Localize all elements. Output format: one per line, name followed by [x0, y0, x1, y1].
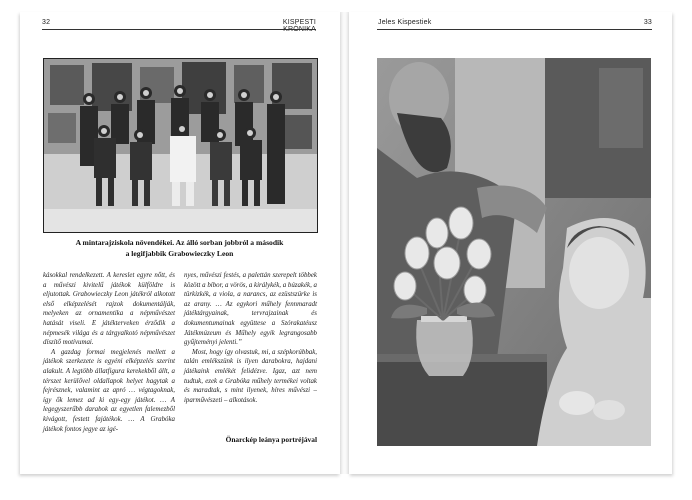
text-column-2 — [184, 271, 317, 405]
section-heading: Önarckép leánya portréjával — [225, 435, 317, 444]
photo-caption — [43, 237, 316, 259]
left-running-head: KISPESTI KRÓNIKA — [282, 19, 316, 33]
portrait-painting — [377, 58, 651, 446]
paragraph: A gazdag formai megjelenés mellett a játékok szerkezete is egyéni elképzelés szerint alakult. A legtöbb állatfigura kerekekből állt, a térszet kerülővel oldallapok helyet hagytak a fejrésznek, valamint az apró … végtagoknak, így ők lemez ad ki egy-egy játékot. … A legegyszerűbb darabok az egyetlen falemezből kivágott, festett fajátékok. … A Grabóka játékok fontos jegye az igé- — [43, 348, 175, 433]
right-running-head: Jeles Kispestiek — [378, 19, 432, 26]
book-gutter — [340, 12, 349, 474]
caption-line-1: A mintarajziskola növendékei. Az álló sorban jobbról a második — [75, 238, 284, 247]
paragraph: kásokkal rendelkezett. A kereslet egyre nőtt, és a művészi kivitelű játékok külföldre is eljutottak. Grabowieczky Leon játékról alkotott első elképzelését rajzok dokumentálják, melyeken az ornamentika a népművészet hatását viseli. E játékterveken érződik a népmesék világa és a tárgyalkotó népművészet díszítő motívumai. — [43, 272, 175, 347]
right-page-number: 33 — [643, 19, 652, 26]
paragraph: Most, hogy így olvastuk, mi, a szépkorúbbak, talán emlékszünk is ilyen darabokra, hajdani játékaink emlékét felidézve. Igaz, azt nem tudtuk, ezek a Grabóka műhely termékei voltak és maradtak, s mint ilyenek, híres művészi – iparművészeti – alkotások. — [184, 348, 317, 404]
right-header-rule — [377, 29, 652, 30]
group-photo-image — [44, 59, 317, 232]
left-header-rule — [42, 29, 316, 30]
text-column-1 — [43, 271, 175, 434]
paragraph: nyes, művészi festés, a palettán szerepelt többek között a bíbor, a vörös, a királykék, a búzakék, a türkizkék, a viola, a narancs, az ezüstszürke is az arany. … Az egykori műhely fennmaradt játéktárgyainak, tervrajzainak és dokumentumainak együttese a Szórakatéusz Játékmúzeum és Műhely egyik legrangosabb gyűjteményi jelenti.” — [184, 272, 318, 347]
group-photo — [43, 58, 318, 233]
caption-line-2: a legifjabbik Grabowieczky Leon — [125, 249, 234, 258]
portrait-painting-image — [377, 58, 651, 446]
left-page-number: 32 — [42, 19, 51, 26]
